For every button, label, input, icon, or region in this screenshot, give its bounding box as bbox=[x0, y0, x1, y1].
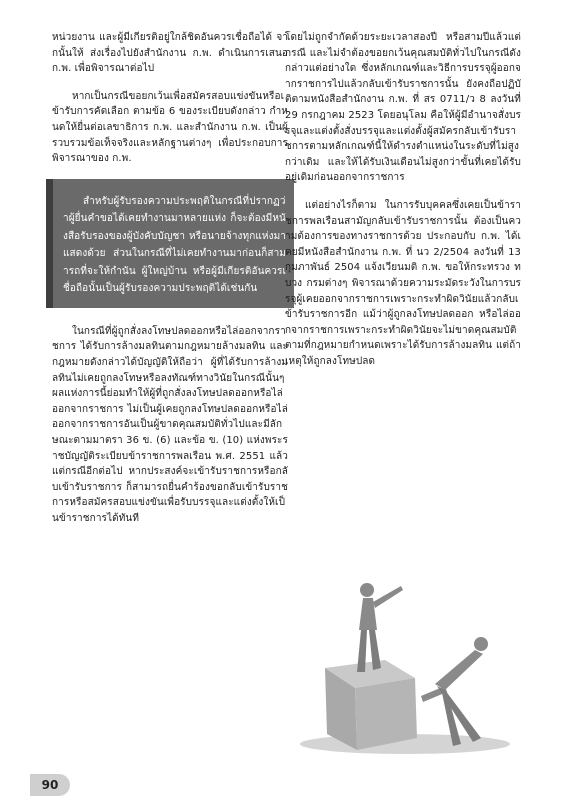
highlight-box-text: สำหรับผู้รับรองความประพฤติในกรณีที่ปรากฏว่าผู้ยื่นคำขอได้เคยทำงานมาหลายแห่ง ก็จะต้องมีหนังสือรับรองของผู้บังคับบัญชา หรือนายจ้างทุกแห่งมาแสดงด้วย ส่วนในกรณีที่ไม่เคยทำงานมาก่อนก็สามารถที่จะให้กำนัน ผู้ใหญ่บ้าน หรือผู้มีเกียรติอันควรเชื่อถือนั้นเป็นผู้รับรองความประพฤติได้เช่นกัน bbox=[63, 195, 286, 295]
paragraph: แต่อย่างไรก็ตาม ในการรับบุคคลซึ่งเคยเป็นข้าราชการพลเรือนสามัญกลับเข้ารับราชการนั้น ต้องเป็นความต้องการของทางราชการด้วย ประกอบกับ ก.พ. ได้เคยมีหนังสือสำนักงาน ก.พ. ที่ นว 2/2504 ลงวันที่ 13 กุมภาพันธ์ 2504 แจ้งเวียนมติ ก.พ. ขอให้กระทรวง ทบวง กรมต่างๆ พิจารณาด้วยความระมัดระวังในการบรรจุผู้เคยออกจากราชการเพราะกระทำผิดวินัยแล้วกลับเข้ารับราชการอีก แม้ว่าผู้ถูกลงโทษปลดออก หรือไล่ออกจากราชการเพราะกระทำผิดวินัยจะไม่ขาดคุณสมบัติตามที่กฎหมายกำหนดเพราะได้รับการล้างมลทิน แต่ถ้าเหตุให้ถูกลงโทษปลด bbox=[285, 199, 521, 367]
highlight-box bbox=[46, 179, 294, 308]
illustration-figure bbox=[285, 568, 531, 768]
right-column bbox=[285, 30, 521, 381]
block-front bbox=[355, 678, 417, 750]
figure-torso bbox=[435, 650, 483, 690]
figure-arm bbox=[373, 586, 403, 608]
paragraph: หน่วยงาน และผู้มีเกียรติอยู่ใกล้ชิดอันควรเชื่อถือได้ จากนั้นให้ ส่งเรื่องไปยังสำนักงาน ก.พ. ดำเนินการเสนอ ก.พ. เพื่อพิจารณาต่อไป bbox=[52, 32, 288, 75]
paragraph: โดยไม่ถูกจำกัดด้วยระยะเวลาสองปี หรือสามปีแล้วแต่กรณี และไม่จำต้องขอยกเว้นคุณสมบัติทั่วไปในกรณีดังกล่าวแต่อย่างใด ซึ่งหลักเกณฑ์และวิธีการบรรจุผู้ออกจากราชการไปแล้วกลับเข้ารับราชการนั้น ยังคงถือปฏิบัติตามหนังสือสำนักงาน ก.พ. ที่ สร 0711/ว 8 ลงวันที่ 29 กรกฎาคม 2523 โดยอนุโลม คือให้ผู้มีอำนาจสั่งบรรจุและแต่งตั้งสั่งบรรจุและแต่งตั้งผู้สมัครกลับเข้ารับราชการตามหลักเกณฑ์นี้ให้ดำรงตำแหน่งในระดับที่ไม่สูงกว่าเดิม และให้ได้รับเงินเดือนไม่สูงกว่าขั้นที่เคยได้รับอยู่เดิมก่อนออกจากราชการ bbox=[285, 32, 521, 184]
figure-head bbox=[360, 583, 374, 597]
paragraph: หากเป็นกรณีขอยกเว้นเพื่อสมัครสอบแข่งขันหรือเข้ารับการคัดเลือก ตามข้อ 6 ของระเบียบดังกล่าว กำหนดให้ยื่นต่อเลขาธิการ ก.พ. และสำนักงาน ก.พ. เป็นผู้รวบรวมข้อเท็จจริงและหลักฐานต่างๆ เพื่อประกอบการพิจารณาของ ก.พ. bbox=[52, 90, 288, 165]
pushing-figures-illustration bbox=[285, 568, 531, 768]
left-column bbox=[52, 30, 288, 538]
figure-head bbox=[474, 637, 488, 651]
page-number: 90 bbox=[30, 774, 70, 796]
paragraph: ในกรณีที่ผู้ถูกสั่งลงโทษปลดออกหรือไล่ออกจากราชการ ได้รับการล้างมลทินตามกฎหมายล้างมลทิน และกฎหมายดังกล่าวได้บัญญัติให้ถือว่า ผู้ที่ได้รับการล้างมลทินไม่เคยถูกลงโทษหรือลงทัณฑ์ทางวินัยในกรณีนั้นๆ ผลแห่งการนี้ย่อมทำให้ผู้ที่ถูกสั่งลงโทษปลดออกหรือไล่ออกจากราชการ ไม่เป็นผู้เคยถูกลงโทษปลดออกหรือไล่ออกจากราชการอันเป็นผู้ขาดคุณสมบัติทั่วไปและมีลักษณะตามมาตรา 36 ข. (6) และข้อ ข. (10) แห่งพระราชบัญญัติระเบียบข้าราชการพลเรือน พ.ศ. 2551 แล้วแต่กรณีอีกต่อไป หากประสงค์จะเข้ารับราชการหรือกลับเข้ารับราชการ ก็สามารถยื่นคำร้องขอกลับเข้ารับราชการหรือสมัครสอบแข่งขันเพื่อรับบรรจุและแต่งตั้งให้เป็นข้าราชการได้ทันที bbox=[52, 325, 288, 524]
